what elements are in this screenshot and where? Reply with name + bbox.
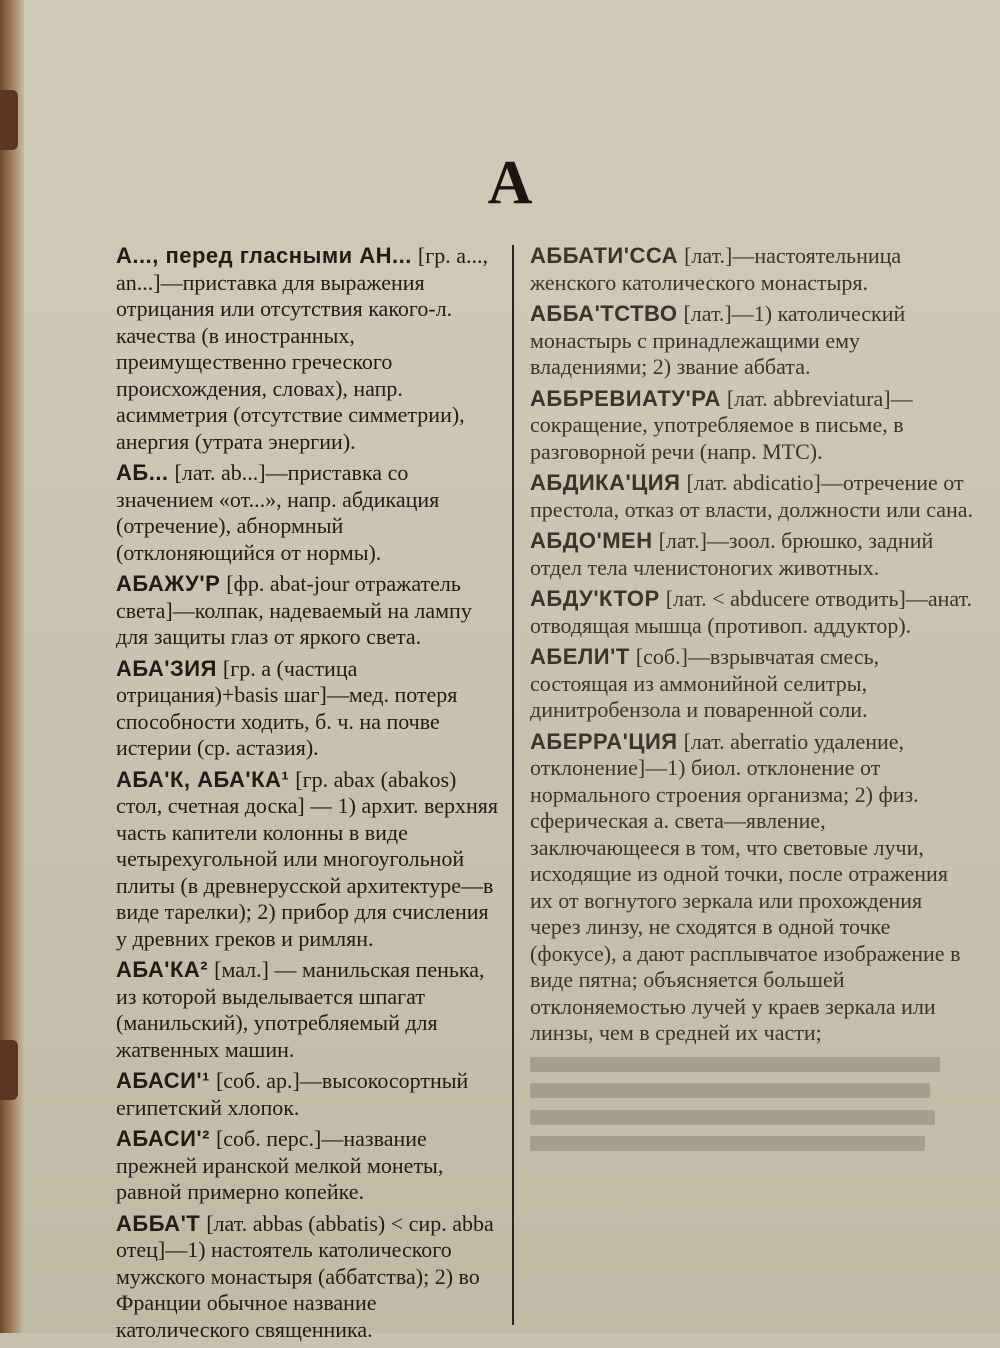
entry-term: АБЕЛИ'Т bbox=[530, 644, 630, 669]
entry-term: АББРЕВИАТУ'РА bbox=[530, 385, 721, 411]
entry-definition: [гр. a..., an...]—приставка для выражения отрицания или отсутствия какого-л. качества (в иностранных, преимущественно греческого происхождения, словах), напр. асимметрия (отсутствие симметрии), анергия (утрата энергии). bbox=[116, 243, 489, 454]
dictionary-entry bbox=[530, 386, 974, 466]
dictionary-entry bbox=[116, 1068, 502, 1121]
illegible-text-bar bbox=[530, 1136, 925, 1151]
entry-term: АБ... bbox=[116, 460, 169, 485]
dictionary-entry bbox=[116, 243, 502, 455]
illegible-line bbox=[530, 1105, 974, 1132]
dictionary-entry bbox=[530, 729, 974, 1047]
dictionary-entry bbox=[116, 460, 502, 566]
entry-term: АБАСИ'² bbox=[116, 1126, 210, 1151]
illegible-continuation bbox=[530, 1052, 974, 1158]
entry-definition: [лат. < abducere отводить]—анат. отводящая мышца (противоп. аддуктор). bbox=[530, 586, 973, 638]
illegible-text-bar bbox=[530, 1110, 935, 1125]
entry-term: АБАЖУ'Р bbox=[116, 571, 221, 596]
entry-definition: [лат.]—зоол. брюшко, задний отдел тела членистоногих животных. bbox=[530, 528, 934, 580]
entry-definition: [гр. abax (abakos) стол, счетная доска] — 1) архит. верхняя часть капители колонны в виде четырехугольной или многоугольной плиты (в древнерусской архитектуре—в виде тарелки); 2) прибор для счисления у древних греков и римлян. bbox=[116, 766, 499, 951]
entry-term: АББА'Т bbox=[116, 1210, 201, 1236]
dictionary-entry bbox=[530, 528, 974, 581]
entry-term: АБА'К, АБА'КА¹ bbox=[116, 766, 290, 792]
entry-definition: [соб.]—взрывчатая смесь, состоящая из аммонийной селитры, динитробензола и поваренной соли. bbox=[530, 644, 880, 722]
dictionary-entry bbox=[116, 957, 502, 1063]
entry-definition: [лат. abdicatio]—отречение от престола, отказ от власти, должности или сана. bbox=[530, 470, 973, 522]
entry-term: АБДО'МЕН bbox=[530, 528, 653, 553]
section-letter-heading: А bbox=[487, 149, 533, 217]
entry-definition: [лат.]—настоятельница женского католического монастыря. bbox=[530, 243, 902, 295]
dictionary-entry bbox=[116, 1126, 502, 1206]
dictionary-entry bbox=[530, 301, 974, 381]
binding-stain bbox=[0, 90, 18, 150]
dictionary-entry bbox=[116, 656, 502, 762]
entry-definition: [лат. abbas (abbatis) < сир. abba отец]—1) настоятель католического мужского монастыря (аббатства); 2) во Франции обычное название католического священника. bbox=[116, 1210, 494, 1342]
left-column bbox=[116, 243, 502, 1348]
entry-term: АББА'ТСТВО bbox=[530, 301, 678, 326]
dictionary-entry bbox=[116, 1211, 502, 1344]
entry-definition: [лат. abbreviatura]—сокращение, употребляемое в письме, в разговорной речи (напр. МТС). bbox=[530, 385, 913, 464]
entry-definition: [гр. a (частица отрицания)+basis шаг]—мед. потеря способности ходить, б. ч. на почве истерии (ср. астазия). bbox=[116, 655, 458, 760]
entry-definition: [фр. abat-jour отражатель света]—колпак, надеваемый на лампу для защиты глаз от яркого света. bbox=[116, 571, 472, 649]
entry-term: АБАСИ'¹ bbox=[116, 1068, 210, 1093]
dictionary-entry bbox=[530, 586, 974, 639]
entry-term: А..., перед гласными АН... bbox=[116, 243, 412, 268]
illegible-text-bar bbox=[530, 1057, 940, 1072]
illegible-line bbox=[530, 1131, 974, 1158]
entry-term: АБЕРРА'ЦИЯ bbox=[530, 728, 678, 754]
illegible-text-bar bbox=[530, 1083, 930, 1098]
dictionary-entry bbox=[530, 243, 974, 296]
entry-term: АБА'КА² bbox=[116, 957, 209, 982]
dictionary-entry bbox=[530, 470, 974, 523]
right-column bbox=[530, 243, 974, 1163]
entry-term: АББАТИ'ССА bbox=[530, 243, 679, 268]
dictionary-entry bbox=[116, 767, 502, 953]
entry-term: АБА'ЗИЯ bbox=[116, 655, 217, 681]
entry-definition: [лат.]—1) католический монастырь с принадлежащими ему владениями; 2) звание аббата. bbox=[530, 301, 906, 379]
entry-term: АБДУ'КТОР bbox=[530, 586, 660, 611]
entry-definition: [лат. ab...]—приставка со значением «от...», напр. абдикация (отречение), абнормный (отклоняющийся от нормы). bbox=[116, 460, 440, 565]
illegible-line bbox=[530, 1078, 974, 1105]
illegible-line bbox=[530, 1052, 974, 1079]
book-binding-edge bbox=[0, 0, 24, 1333]
binding-stain bbox=[0, 1040, 18, 1100]
entry-definition: [мал.] — манильская пенька, из которой выделывается шпагат (манильский), употребляемый для жатвенных машин. bbox=[116, 957, 485, 1062]
dictionary-entry bbox=[530, 644, 974, 724]
entry-term: АБДИКА'ЦИЯ bbox=[530, 470, 681, 495]
column-divider bbox=[512, 245, 514, 1325]
entry-definition: [соб. перс.]—название прежней иранской мелкой монеты, равной примерно копейке. bbox=[116, 1126, 444, 1204]
dictionary-entry bbox=[116, 571, 502, 651]
entry-definition: [соб. ар.]—высокосортный египетский хлопок. bbox=[116, 1068, 469, 1120]
entry-definition: [лат. aberratio удаление, отклонение]—1) биол. отклонение от нормального строения организма; 2) физ. сферическая а. света—явление, заключающееся в том, что световые лучи, исходящие из одной точки, после отражения их от вогнутого зеркала или прохождения через линзу, не сходятся в одной точке (фокусе), а дают расплывчатое изображение в виде пятна; объясняется большей отклоняемостью лучей у краев зеркала или линзы, чем в средней их части; bbox=[530, 728, 961, 1045]
